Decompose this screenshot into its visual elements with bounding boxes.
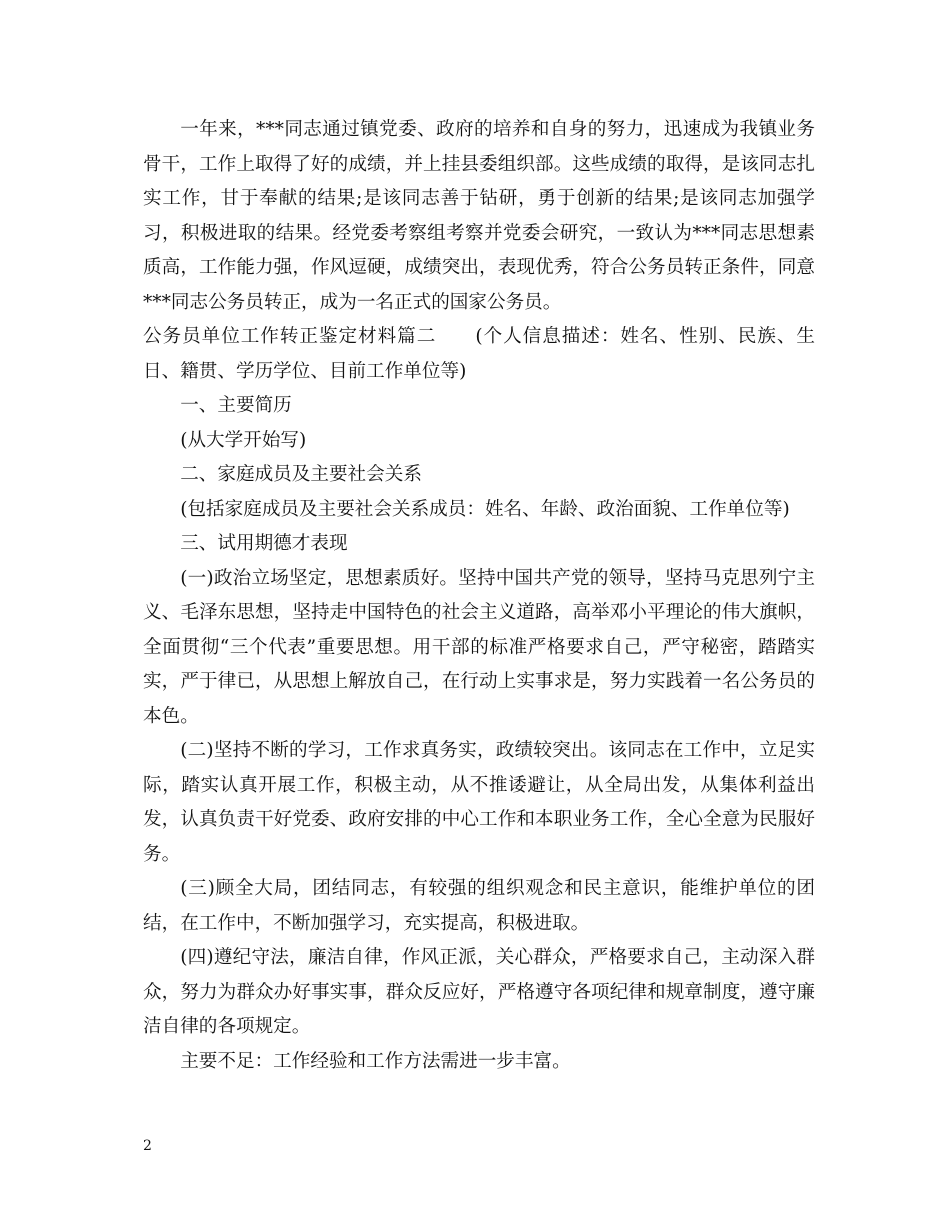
paragraph-shortcomings: 主要不足：工作经验和工作方法需进一步丰富。 <box>180 1050 571 1072</box>
page-number: 2 <box>143 1138 152 1154</box>
section-heading-part-two: 公务员单位工作转正鉴定材料篇二 (个人信息描述：姓名、性别、民族、生日、籍贯、学历学位、目前工作单位等) <box>143 326 815 382</box>
paragraph-overall-situation: (三)顾全大局，团结同志，有较强的组织观念和民主意识，能维护单位的团结，在工作中，不断加强学习，充实提高，积极进取。 <box>143 878 815 934</box>
heading-main-resume: 一、主要简历 <box>180 395 292 416</box>
paragraph-continuous-learning: (二)坚持不断的学习，工作求真务实，政绩较突出。该同志在工作中，立足实际，踏实认真开展工作，积极主动，从不推诿避让，从全局出发，从集体利益出发，认真负责干好党委、政府安排的中心工作和本职业务工作，全心全意为民服好务。 <box>143 740 815 865</box>
note-resume: (从大学开始写) <box>180 429 307 451</box>
paragraph-conclusion: 一年来，***同志通过镇党委、政府的培养和自身的努力，迅速成为我镇业务骨干，工作上取得了好的成绩，并上挂县委组织部。这些成绩的取得，是该同志扎实工作，甘于奉献的结果;是该同志善于钻研，勇于创新的结果;是该同志加强学习，积极进取的结果。经党委考察组考察并党委会研究，一致认为***同志思想素质高，工作能力强，作风逗硬，成绩突出，表现优秀，符合公务员转正条件，同意***同志公务员转正，成为一名正式的国家公务员。 <box>143 119 815 313</box>
paragraph-discipline: (四)遵纪守法，廉洁自律，作风正派，关心群众，严格要求自己，主动深入群众，努力为群众办好事实事，群众反应好，严格遵守各项纪律和规章制度，遵守廉洁自律的各项规定。 <box>143 947 815 1037</box>
heading-family-relations: 二、家庭成员及主要社会关系 <box>180 464 422 485</box>
heading-probation-performance: 三、试用期德才表现 <box>180 533 348 554</box>
note-family-relations: (包括家庭成员及主要社会关系成员：姓名、年龄、政治面貌、工作单位等) <box>180 498 790 520</box>
paragraph-political-stance: (一)政治立场坚定，思想素质好。坚持中国共产党的领导，坚持马克思列宁主义、毛泽东思想，坚持走中国特色的社会主义道路，高举邓小平理论的伟大旗帜，全面贯彻“三个代表”重要思想。用干部的标准严格要求自己，严守秘密，踏踏实实，严于律已，从思想上解放自己，在行动上实事求是，努力实践着一名公务员的本色。 <box>143 567 815 727</box>
document-body <box>143 113 815 1079</box>
